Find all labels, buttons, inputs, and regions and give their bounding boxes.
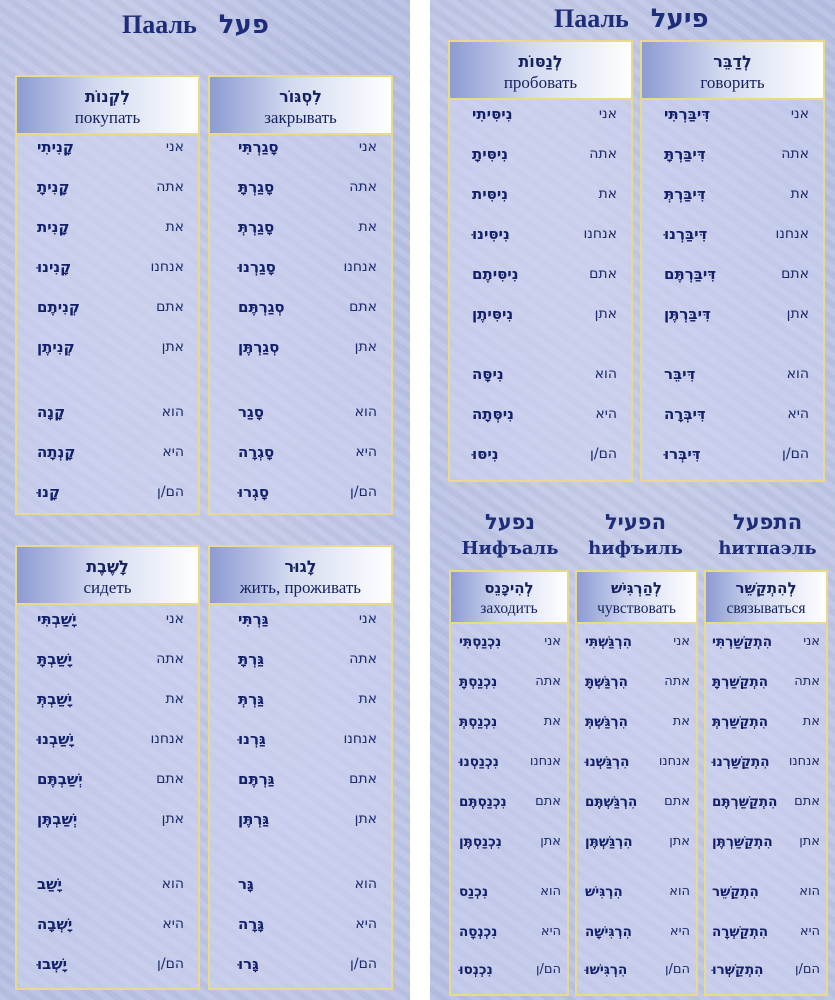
pronoun: הם/ן bbox=[350, 484, 377, 500]
verb-form: הִתְקַשַּׁרְתֶּן bbox=[712, 834, 773, 850]
conjugation-row bbox=[17, 335, 198, 359]
verb-form: יְשַׁבְתֶּן bbox=[37, 810, 78, 828]
conjugation-row bbox=[210, 807, 391, 831]
conjugation-row bbox=[706, 670, 826, 694]
verb-form: גָּר bbox=[238, 875, 254, 893]
pronoun: אנחנו bbox=[150, 731, 184, 747]
conjugation-row bbox=[17, 255, 198, 279]
verb-form: סָגַרְתָּ bbox=[238, 178, 275, 196]
verb-form: דִּיבַּרְתְּ bbox=[664, 185, 706, 203]
conjugation-row bbox=[210, 952, 391, 976]
binyan-hitpael bbox=[705, 508, 830, 562]
verb-form: קָנִית bbox=[37, 218, 70, 236]
right-sheet-title bbox=[554, 4, 709, 34]
pronoun: הם/ן bbox=[157, 484, 184, 500]
verb-form: הִתְקַשֵּׁר bbox=[712, 884, 759, 900]
pronoun: אנחנו bbox=[343, 731, 377, 747]
verb-header bbox=[451, 572, 567, 624]
pronoun: הם/ן bbox=[794, 962, 820, 977]
conjugation-row bbox=[642, 222, 823, 246]
pronoun: את bbox=[598, 186, 617, 202]
verb-infinitive: לִסְגּוֹר bbox=[279, 87, 322, 106]
conjugation-row bbox=[577, 750, 696, 774]
verb-table-left-2 bbox=[15, 545, 200, 990]
conjugation-row bbox=[17, 295, 198, 319]
verb-translation: говорить bbox=[700, 73, 765, 92]
pronoun: אתה bbox=[781, 146, 809, 162]
verb-infinitive: לָגוּר bbox=[284, 557, 317, 576]
binyan-hifil-he: הפעיל bbox=[604, 510, 667, 534]
verb-form: הִתְקַשְּׁרוּ bbox=[712, 962, 764, 978]
pronoun: את bbox=[802, 714, 820, 729]
pronoun: אתן bbox=[161, 811, 184, 827]
verb-translation: чувствовать bbox=[597, 600, 676, 617]
conjugation-row bbox=[210, 295, 391, 319]
conjugation-row bbox=[706, 830, 826, 854]
verb-form: סָגְרוּ bbox=[238, 483, 270, 501]
pronoun: אתם bbox=[535, 794, 561, 809]
pronoun: הוא bbox=[540, 884, 561, 899]
conjugation-row bbox=[210, 872, 391, 896]
conjugation-row bbox=[450, 222, 631, 246]
verb-form: הִרְגִּישׁ bbox=[585, 884, 623, 900]
verb-form: הִרְגַּשְׁתִּי bbox=[585, 634, 632, 650]
pronoun: אתה bbox=[349, 179, 377, 195]
conjugation-row bbox=[17, 952, 198, 976]
verb-form: קָנִינוּ bbox=[37, 258, 72, 276]
verb-form: יְשַׁבְתֶּם bbox=[37, 770, 83, 788]
pronoun: אתן bbox=[354, 339, 377, 355]
binyan-hitpael-he: התפעל bbox=[732, 510, 803, 534]
conjugation-row bbox=[210, 135, 391, 159]
pronoun: הוא bbox=[799, 884, 820, 899]
conjugation-row bbox=[17, 400, 198, 424]
pronoun: אני bbox=[803, 634, 820, 649]
pronoun: אתה bbox=[156, 651, 184, 667]
verb-form: הִתְקַשַּׁרְנוּ bbox=[712, 754, 770, 770]
conjugation-row bbox=[450, 102, 631, 126]
pronoun: הוא bbox=[161, 404, 184, 420]
verb-header bbox=[17, 547, 198, 605]
pronoun: אתן bbox=[354, 811, 377, 827]
pronoun: אתם bbox=[781, 266, 809, 282]
verb-form: הִתְקַשַּׁרְתָּ bbox=[712, 674, 769, 690]
conjugation-row bbox=[642, 142, 823, 166]
conjugation-row bbox=[706, 630, 826, 654]
verb-form: נִכְנַסְתֶּן bbox=[459, 834, 502, 850]
conjugation-row bbox=[17, 872, 198, 896]
conjugation-row bbox=[210, 335, 391, 359]
verb-form: סָגַרְתִּי bbox=[238, 138, 279, 156]
conjugation-row bbox=[451, 630, 567, 654]
conjugation-row bbox=[210, 912, 391, 936]
pronoun: היא bbox=[540, 924, 561, 939]
conjugation-row bbox=[17, 440, 198, 464]
pronoun: הוא bbox=[354, 404, 377, 420]
pronoun: אתם bbox=[794, 794, 820, 809]
pronoun: אתה bbox=[794, 674, 820, 689]
verb-header bbox=[706, 572, 826, 624]
verb-table-left-1 bbox=[208, 75, 393, 515]
verb-table-bottom-2 bbox=[704, 570, 828, 996]
pronoun: את bbox=[790, 186, 809, 202]
conjugation-row bbox=[706, 710, 826, 734]
conjugation-row bbox=[210, 255, 391, 279]
conjugation-row bbox=[577, 630, 696, 654]
verb-form: יָשַׁב bbox=[37, 875, 62, 893]
conjugation-row bbox=[210, 607, 391, 631]
verb-form: דִּיבַּרְתֶּן bbox=[664, 305, 711, 323]
verb-form: נִכְנַס bbox=[459, 884, 489, 900]
conjugation-row bbox=[577, 920, 696, 944]
conjugation-row bbox=[451, 958, 567, 982]
conjugation-row bbox=[210, 175, 391, 199]
verb-form: גַּרְנוּ bbox=[238, 730, 266, 748]
binyan-nifal-he: נפעל bbox=[484, 510, 536, 534]
pronoun: הם/ן bbox=[664, 962, 690, 977]
verb-infinitive: לְהִתְקַשֵּׁר bbox=[735, 579, 797, 597]
pronoun: את bbox=[543, 714, 561, 729]
verb-translation: жить, проживать bbox=[239, 578, 362, 597]
pronoun: אתן bbox=[669, 834, 690, 849]
verb-form: נִכְנַסְתִּי bbox=[459, 634, 502, 650]
pronoun: אנחנו bbox=[343, 259, 377, 275]
verb-form: הִרְגַּשְׁתֶּם bbox=[585, 794, 638, 810]
right-title-he: פיעל bbox=[650, 4, 709, 34]
verb-form: גָּרוּ bbox=[238, 955, 259, 973]
conjugation-row bbox=[706, 920, 826, 944]
conjugation-row bbox=[642, 262, 823, 286]
verb-form: דִּיבַּרְתָּ bbox=[664, 145, 706, 163]
pronoun: אתן bbox=[786, 306, 809, 322]
pronoun: הוא bbox=[669, 884, 690, 899]
verb-form: נִיסָּה bbox=[472, 365, 504, 383]
verb-form: גַּרְתִּי bbox=[238, 610, 269, 628]
verb-form: סָגַרְנוּ bbox=[238, 258, 276, 276]
verb-header bbox=[210, 77, 391, 135]
conjugation-row bbox=[642, 302, 823, 326]
verb-form: נִכְנַסְתֶּם bbox=[459, 794, 507, 810]
verb-form: יָשַׁבְנוּ bbox=[37, 730, 74, 748]
conjugation-row bbox=[642, 442, 823, 466]
pronoun: אני bbox=[165, 611, 184, 627]
pronoun: את bbox=[358, 219, 377, 235]
verb-table-bottom-0 bbox=[449, 570, 569, 996]
pronoun: הם/ן bbox=[535, 962, 561, 977]
verb-form: סְגַרְתֶּן bbox=[238, 338, 280, 356]
conjugation-row bbox=[706, 750, 826, 774]
verb-form: דִּיבַּרְתֶּם bbox=[664, 265, 717, 283]
verb-header bbox=[210, 547, 391, 605]
verb-header bbox=[450, 42, 631, 100]
pronoun: אתה bbox=[589, 146, 617, 162]
verb-infinitive: לְהִיכָּנֵס bbox=[484, 579, 534, 597]
verb-form: דִּיבְּרָה bbox=[664, 405, 706, 423]
conjugation-row bbox=[450, 182, 631, 206]
pronoun: היא bbox=[355, 916, 377, 932]
pronoun: אנחנו bbox=[788, 754, 820, 769]
pronoun: הוא bbox=[161, 876, 184, 892]
conjugation-row bbox=[642, 182, 823, 206]
verb-form: הִתְקַשַּׁרְתִּי bbox=[712, 634, 772, 650]
pronoun: אתן bbox=[799, 834, 820, 849]
conjugation-row bbox=[17, 135, 198, 159]
conjugation-row bbox=[451, 670, 567, 694]
conjugation-row bbox=[17, 767, 198, 791]
conjugation-row bbox=[577, 830, 696, 854]
left-sheet-title bbox=[122, 10, 269, 40]
pronoun: אתם bbox=[349, 771, 377, 787]
pronoun: אתה bbox=[349, 651, 377, 667]
verb-table-left-3 bbox=[208, 545, 393, 990]
verb-form: גַּרְתֶּן bbox=[238, 810, 270, 828]
conjugation-row bbox=[642, 402, 823, 426]
pronoun: הוא bbox=[786, 366, 809, 382]
conjugation-row bbox=[706, 880, 826, 904]
verb-form: גַּרְתָּ bbox=[238, 650, 264, 668]
conjugation-row bbox=[210, 400, 391, 424]
conjugation-row bbox=[17, 687, 198, 711]
conjugation-row bbox=[210, 687, 391, 711]
pronoun: אנחנו bbox=[583, 226, 617, 242]
conjugation-row bbox=[210, 767, 391, 791]
conjugation-row bbox=[17, 727, 198, 751]
pronoun: את bbox=[165, 691, 184, 707]
verb-form: הִרְגַּשְׁתְּ bbox=[585, 714, 628, 730]
pronoun: היא bbox=[355, 444, 377, 460]
conjugation-row bbox=[17, 480, 198, 504]
verb-form: נִכְנַסְנוּ bbox=[459, 754, 499, 770]
binyan-nifal bbox=[455, 508, 565, 562]
pronoun: את bbox=[672, 714, 690, 729]
pronoun: אתן bbox=[594, 306, 617, 322]
verb-form: יָשַׁבְתָּ bbox=[37, 650, 73, 668]
verb-form: דִּיבַּרְתִּי bbox=[664, 105, 711, 123]
verb-infinitive: לְדַבֵּר bbox=[713, 52, 752, 71]
verb-infinitive: לִקְנוֹת bbox=[84, 87, 131, 106]
verb-form: דִּיבֵּר bbox=[664, 365, 696, 383]
verb-form: הִתְקַשַּׁרְתְּ bbox=[712, 714, 769, 730]
pronoun: אני bbox=[673, 634, 690, 649]
verb-form: סָגְרָה bbox=[238, 443, 275, 461]
pronoun: אתה bbox=[664, 674, 690, 689]
verb-infinitive: לָשֶׁבֶת bbox=[86, 557, 129, 576]
conjugation-row bbox=[451, 710, 567, 734]
verb-form: קָנִיתָ bbox=[37, 178, 70, 196]
verb-form: קְנִיתֶם bbox=[37, 298, 80, 316]
verb-translation: сидеть bbox=[83, 578, 132, 597]
pronoun: היא bbox=[787, 406, 809, 422]
pronoun: אתם bbox=[156, 771, 184, 787]
conjugation-row bbox=[17, 215, 198, 239]
pronoun: אנחנו bbox=[150, 259, 184, 275]
conjugation-row bbox=[577, 790, 696, 814]
verb-form: יָשַׁבְתְּ bbox=[37, 690, 73, 708]
conjugation-row bbox=[17, 647, 198, 671]
pronoun: אתם bbox=[156, 299, 184, 315]
verb-form: נִכְנְסוּ bbox=[459, 962, 493, 978]
right-title-ru: Пааль bbox=[554, 4, 629, 33]
verb-form: נִיסִּית bbox=[472, 185, 509, 203]
conjugation-row bbox=[210, 440, 391, 464]
conjugation-row bbox=[210, 727, 391, 751]
verb-form: הִרְגַּשְׁתָּ bbox=[585, 674, 628, 690]
pronoun: אני bbox=[358, 139, 377, 155]
pronoun: אתן bbox=[540, 834, 561, 849]
verb-form: סָגַר bbox=[238, 403, 264, 421]
conjugation-row bbox=[17, 807, 198, 831]
pronoun: אני bbox=[165, 139, 184, 155]
verb-form: נִיסִּיתִי bbox=[472, 105, 513, 123]
pronoun: היא bbox=[799, 924, 820, 939]
binyan-hitpael-ru: hитпаэль bbox=[718, 538, 817, 559]
pronoun: אתן bbox=[161, 339, 184, 355]
verb-form: נִיסִּיתֶן bbox=[472, 305, 514, 323]
verb-form: יָשְׁבוּ bbox=[37, 955, 68, 973]
verb-form: הִתְקַשַּׁרְתֶּם bbox=[712, 794, 778, 810]
verb-table-right-0 bbox=[448, 40, 633, 482]
pronoun: את bbox=[165, 219, 184, 235]
verb-form: קְנִיתֶן bbox=[37, 338, 75, 356]
verb-form: נִכְנְסָה bbox=[459, 924, 498, 940]
conjugation-row bbox=[451, 750, 567, 774]
pronoun: את bbox=[358, 691, 377, 707]
verb-infinitive: לְנַסּוֹת bbox=[518, 52, 563, 71]
pronoun: הוא bbox=[354, 876, 377, 892]
conjugation-row bbox=[210, 647, 391, 671]
pronoun: אתם bbox=[664, 794, 690, 809]
left-title-ru: Пааль bbox=[122, 10, 197, 39]
pronoun: אני bbox=[790, 106, 809, 122]
pronoun: הם/ן bbox=[157, 956, 184, 972]
conjugation-row bbox=[451, 790, 567, 814]
pronoun: אתה bbox=[156, 179, 184, 195]
verb-form: נִיסִּינוּ bbox=[472, 225, 510, 243]
pronoun: אתם bbox=[589, 266, 617, 282]
conjugation-row bbox=[577, 958, 696, 982]
conjugation-row bbox=[450, 442, 631, 466]
verb-translation: покупать bbox=[74, 108, 141, 127]
verb-translation: пробовать bbox=[503, 73, 578, 92]
verb-form: הִרְגִּישָׁה bbox=[585, 924, 632, 940]
pronoun: היא bbox=[595, 406, 617, 422]
pronoun: אני bbox=[358, 611, 377, 627]
verb-form: יָשְׁבָה bbox=[37, 915, 73, 933]
verb-form: דִּיבַּרְנוּ bbox=[664, 225, 708, 243]
verb-form: הִרְגִּישׁוּ bbox=[585, 962, 628, 978]
pronoun: אני bbox=[544, 634, 561, 649]
verb-form: נִיסְּתָה bbox=[472, 405, 514, 423]
conjugation-row bbox=[706, 958, 826, 982]
verb-table-bottom-1 bbox=[575, 570, 698, 996]
pronoun: אנחנו bbox=[775, 226, 809, 242]
pronoun: היא bbox=[162, 444, 184, 460]
pronoun: אנחנו bbox=[529, 754, 561, 769]
verb-form: דִּיבְּרוּ bbox=[664, 445, 701, 463]
conjugation-row bbox=[17, 175, 198, 199]
conjugation-row bbox=[210, 215, 391, 239]
pronoun: הם/ן bbox=[590, 446, 617, 462]
pronoun: היא bbox=[162, 916, 184, 932]
verb-form: הִרְגַּשְׁתֶּן bbox=[585, 834, 633, 850]
pronoun: הוא bbox=[594, 366, 617, 382]
verb-translation: заходить bbox=[480, 600, 538, 617]
conjugation-row bbox=[451, 880, 567, 904]
binyan-nifal-ru: Нифъаль bbox=[461, 538, 559, 559]
verb-form: נִכְנַסְתְּ bbox=[459, 714, 498, 730]
verb-translation: связываться bbox=[726, 600, 806, 617]
verb-header bbox=[577, 572, 696, 624]
conjugation-row bbox=[17, 912, 198, 936]
conjugation-row bbox=[451, 830, 567, 854]
verb-form: יָשַׁבְתִּי bbox=[37, 610, 77, 628]
verb-form: הִתְקַשְּׁרָה bbox=[712, 924, 769, 940]
pronoun: אתם bbox=[349, 299, 377, 315]
conjugation-row bbox=[577, 880, 696, 904]
conjugation-row bbox=[450, 362, 631, 386]
pronoun: היא bbox=[669, 924, 690, 939]
conjugation-row bbox=[210, 480, 391, 504]
verb-form: גַּרְתֶּם bbox=[238, 770, 275, 788]
conjugation-row bbox=[706, 790, 826, 814]
conjugation-row bbox=[450, 142, 631, 166]
verb-form: קָנְתָה bbox=[37, 443, 76, 461]
verb-form: הִרְגַּשְׁנוּ bbox=[585, 754, 630, 770]
left-title-he: פעל bbox=[218, 10, 269, 40]
pronoun: אנחנו bbox=[658, 754, 690, 769]
verb-form: נִיסּוּ bbox=[472, 445, 499, 463]
binyan-hifil bbox=[578, 508, 693, 562]
conjugation-row bbox=[450, 262, 631, 286]
verb-table-right-1 bbox=[640, 40, 825, 482]
verb-form: קָנִיתִי bbox=[37, 138, 74, 156]
verb-header bbox=[642, 42, 823, 100]
conjugation-row bbox=[450, 302, 631, 326]
verb-table-left-0 bbox=[15, 75, 200, 515]
verb-translation: закрывать bbox=[264, 108, 337, 127]
verb-form: קָנָה bbox=[37, 403, 66, 421]
conjugation-row bbox=[17, 607, 198, 631]
verb-header bbox=[17, 77, 198, 135]
pronoun: אתה bbox=[535, 674, 561, 689]
verb-infinitive: לְהַרְגִּישׁ bbox=[611, 579, 662, 597]
conjugation-row bbox=[451, 920, 567, 944]
binyan-hifil-ru: hифъиль bbox=[588, 538, 683, 559]
verb-form: נִכְנַסְתָּ bbox=[459, 674, 498, 690]
conjugation-row bbox=[450, 402, 631, 426]
pronoun: הם/ן bbox=[782, 446, 809, 462]
verb-form: גַּרְתְּ bbox=[238, 690, 264, 708]
conjugation-row bbox=[577, 670, 696, 694]
verb-form: סָגַרְתְּ bbox=[238, 218, 275, 236]
verb-form: סְגַרְתֶּם bbox=[238, 298, 285, 316]
verb-form: נִיסִּיתֶם bbox=[472, 265, 519, 283]
conjugation-row bbox=[642, 362, 823, 386]
conjugation-row bbox=[642, 102, 823, 126]
verb-form: קָנוּ bbox=[37, 483, 60, 501]
pronoun: אני bbox=[598, 106, 617, 122]
verb-form: גָּרָה bbox=[238, 915, 265, 933]
verb-form: נִיסִּיתָ bbox=[472, 145, 509, 163]
conjugation-row bbox=[577, 710, 696, 734]
pronoun: הם/ן bbox=[350, 956, 377, 972]
